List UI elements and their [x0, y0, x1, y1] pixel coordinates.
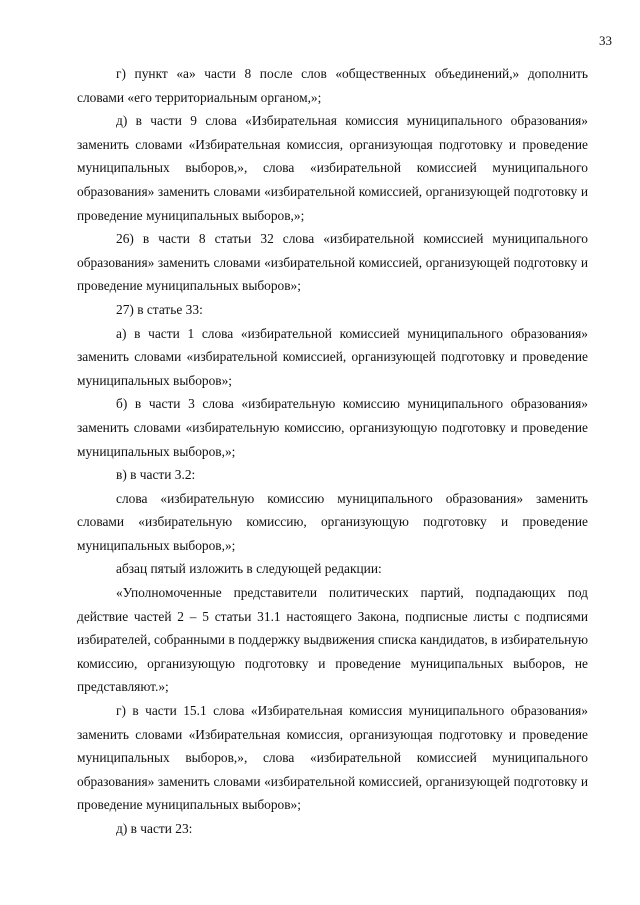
paragraph: «Уполномоченные представители политических партий, подпадающих под действие частей 2 – 5 статьи 31.1 настоящего Закона, подписные листы с подписями избирателей, собранными в поддержку выдвижения списка кандидатов, в избирательную комиссию, организующую подготовку и проведение муниципальных выборов, не представляют.»;	[77, 585, 588, 695]
paragraph: г) пункт «а» части 8 после слов «общественных объединений,» дополнить словами «его территориальным органом,»;	[77, 66, 588, 105]
document-body	[77, 62, 588, 841]
paragraph: г) в части 15.1 слова «Избирательная комиссия муниципального образования» заменить словами «Избирательная комиссия, организующая подготовку и проведение муниципальных выборов,», слова «избирательной комиссией муниципального образования» заменить словами «избирательной комиссией, организующей подготовку и проведение муниципальных выборов»;	[77, 703, 588, 813]
paragraph: абзац пятый изложить в следующей редакции:	[116, 561, 382, 577]
paragraph: а) в части 1 слова «избирательной комиссией муниципального образования» заменить словами «избирательной комиссией, организующей подготовку и проведение муниципальных выборов»;	[77, 325, 588, 388]
paragraph: слова «избирательную комиссию муниципального образования» заменить словами «избирательную комиссию, организующую подготовку и проведение муниципальных выборов,»;	[77, 490, 588, 553]
paragraph: д) в части 23:	[116, 821, 193, 836]
paragraph: 27) в статье 33:	[116, 301, 203, 317]
paragraph: в) в части 3.2:	[116, 467, 196, 483]
paragraph: 26) в части 8 статьи 32 слова «избирательной комиссией муниципального образования» заменить словами «избирательной комиссией, организующей подготовку и проведение муниципальных выборов»;	[77, 231, 588, 294]
paragraph: б) в части 3 слова «избирательную комиссию муниципального образования» заменить словами «избирательную комиссию, организующую подготовку и проведение муниципальных выборов,»;	[77, 396, 588, 459]
page-number: 33	[599, 33, 612, 48]
paragraph: д) в части 9 слова «Избирательная комиссия муниципального образования» заменить словами «Избирательная комиссия, организующая подготовку и проведение муниципальных выборов,», слова «избирательной комиссией муниципального образования» заменить словами «избирательной комиссией, организующей подготовку и проведение муниципальных выборов,»;	[77, 113, 588, 223]
